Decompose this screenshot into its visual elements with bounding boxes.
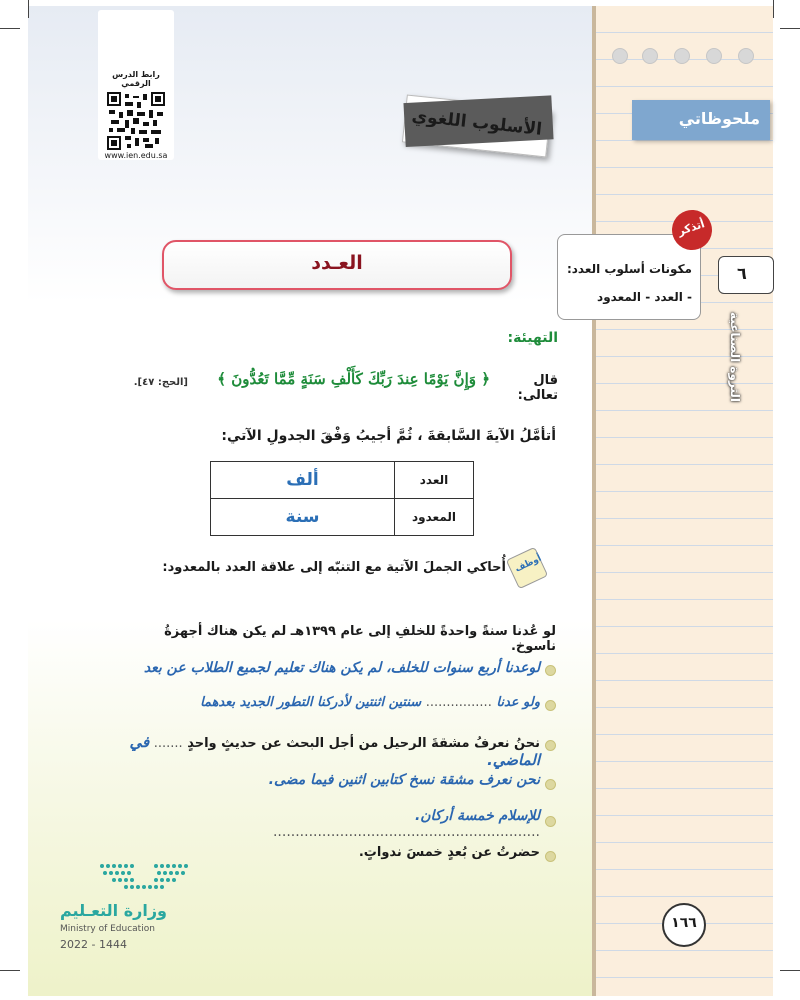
- topic-title-box: [162, 240, 512, 290]
- crop-mark: [0, 28, 20, 29]
- exercise-example: لو عُدنا سنةً واحدةً للخلفِ إلى عام ١٣٩٩هـ لم يكن هناك أجهزةُ ناسوخ.: [164, 624, 556, 654]
- notes-tab: [632, 100, 770, 140]
- verse-reference: [الحج: ٤٧].: [133, 377, 188, 388]
- binder-hole-icon: [674, 48, 690, 64]
- bullet-icon: [545, 665, 556, 676]
- answer-line-1: لوعدنا أربع سنوات للخلف، لم يكن هناك تعليم لجميع الطلاب عن بعد: [143, 660, 540, 676]
- exercise-title: أُحاكي الجملَ الآتية مع التنبّه إلى علاقة العدد بالمعدود:: [162, 560, 506, 575]
- remember-text: - العدد - المعدود: [597, 290, 692, 304]
- remember-badge-label: أتذكر: [676, 217, 707, 239]
- answer-5-dots: ............................................................: [272, 824, 540, 840]
- unit-number: ٦: [737, 264, 747, 283]
- answer-4-start: نحن نعرف مشقة نسخ: [408, 772, 540, 788]
- number-table: [210, 461, 474, 536]
- notes-column: [592, 6, 773, 996]
- notes-tab-label: ملحوظاتي: [678, 109, 760, 128]
- binder-hole-icon: [706, 48, 722, 64]
- crop-mark: [773, 0, 774, 18]
- warmup-heading: التهيئة:: [507, 330, 558, 346]
- bullet-icon: [545, 700, 556, 711]
- binder-hole-icon: [612, 48, 628, 64]
- unit-vertical-label-box: [716, 300, 756, 430]
- remember-card: [557, 234, 701, 320]
- table-value: سنة: [211, 499, 395, 536]
- qr-label: رابط الدرس الرقمي: [112, 70, 160, 88]
- ministry-logo-icon: [96, 860, 192, 896]
- crop-mark: [780, 28, 800, 29]
- answer-2-prefix: ولو عدنا: [496, 695, 540, 710]
- answer-4-end: كتابين اثنين فيما مضى.: [268, 772, 405, 788]
- answer-line-2: [112, 695, 540, 710]
- table-label: المعدود: [395, 499, 474, 536]
- answer-line-5: [160, 808, 540, 840]
- table-row: [211, 462, 474, 499]
- unit-vertical-label: الثروة الصناعية: [728, 312, 742, 402]
- apply-icon-label: أوظف: [513, 553, 544, 575]
- bullet-icon: [545, 851, 556, 862]
- answer-2-suffix: سنتين اثنتين لأدركنا التطور الجديد بعدهما: [200, 695, 422, 710]
- edition-years: 2022 - 1444: [60, 938, 127, 951]
- unit-number-box: [718, 256, 774, 294]
- page-number-badge: [662, 903, 706, 947]
- exercise-item-6: حضرتُ عن بُعدٍ خمسَ ندواتٍ.: [358, 845, 540, 860]
- table-label: العدد: [395, 462, 474, 499]
- crop-mark: [0, 970, 20, 971]
- answer-line-4: [140, 772, 540, 788]
- qr-code-icon[interactable]: [107, 92, 165, 150]
- remember-title: مكونات أسلوب العدد:: [566, 262, 692, 276]
- qr-card[interactable]: [98, 10, 174, 160]
- topic-title: العـدد: [311, 252, 363, 274]
- item-3-dots: .......: [153, 736, 183, 751]
- table-row: [211, 499, 474, 536]
- qr-url[interactable]: www.ien.edu.sa: [104, 151, 168, 160]
- quran-verse: ﴿ وَإِنَّ يَوْمًا عِندَ رَبِّكَ كَأَلْفِ سَنَةٍ مِّمَّا تَعُدُّونَ ﴾: [217, 370, 490, 388]
- page-number: ١٦٦: [671, 915, 697, 931]
- binder-hole-icon: [642, 48, 658, 64]
- item-3-answer: في الماضي.: [129, 733, 540, 769]
- answer-2-dots: ................: [425, 695, 492, 710]
- section-badge-label: الأسلوب اللغوي: [410, 106, 543, 140]
- crop-mark: [28, 0, 29, 18]
- table-value: ألف: [211, 462, 395, 499]
- verse-intro: قال تعالى:: [517, 373, 558, 403]
- answer-5-text: للإسلام خمسة أركان.: [414, 808, 540, 824]
- bullet-icon: [545, 779, 556, 790]
- crop-mark: [780, 970, 800, 971]
- binder-hole-icon: [738, 48, 754, 64]
- instruction-text: أتأمَّلُ الآيةَ السَّابقةَ ، ثُمَّ أجيبُ وَفْقَ الجدولِ الآتي:: [221, 428, 556, 444]
- notes-margin-line: [592, 6, 596, 996]
- ministry-name-ar: وزارة التعـليم: [60, 901, 167, 920]
- exercise-item-3: [100, 733, 540, 769]
- ministry-name-en: Ministry of Education: [60, 924, 155, 934]
- bullet-icon: [545, 816, 556, 827]
- bullet-icon: [545, 740, 556, 751]
- item-3-text: نحنُ نعرفُ مشقةَ الرحيل من أجل البحث عن حديثٍ واحدٍ: [187, 736, 540, 751]
